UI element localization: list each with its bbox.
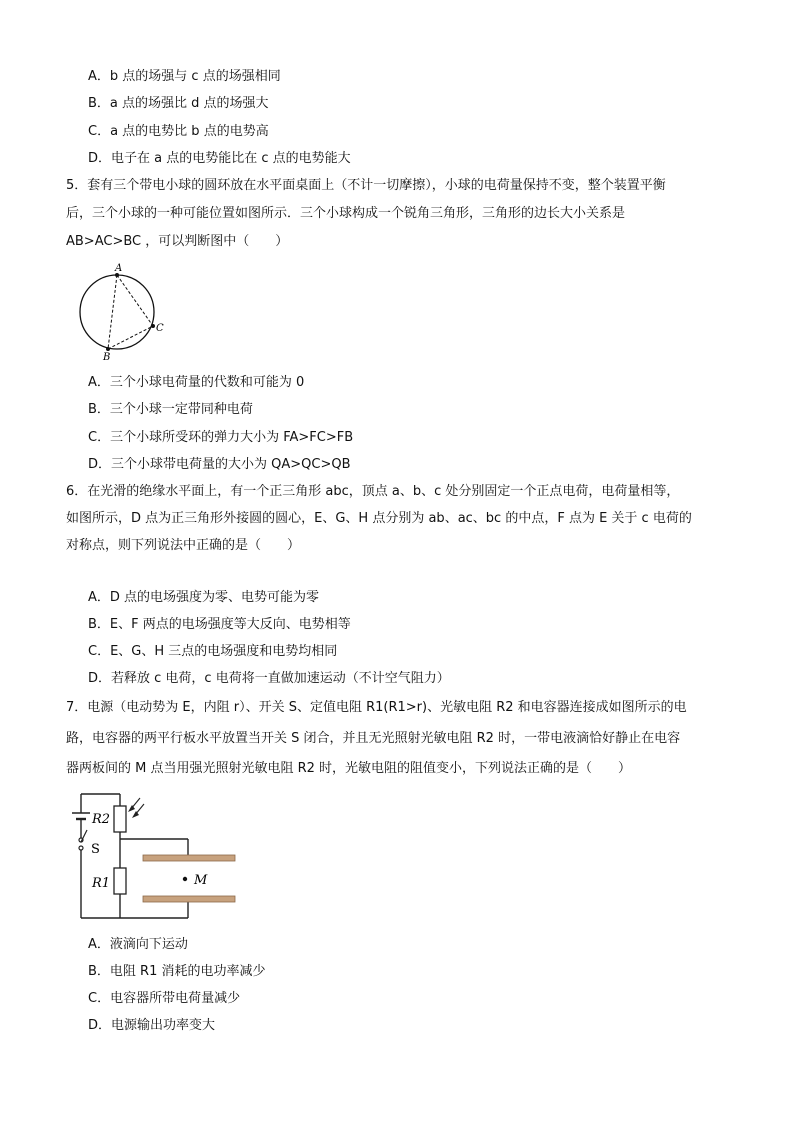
resistor-r2 [114, 806, 126, 832]
q7-stem-line-2: 路，电容器的两平行板水平放置当开关 S 闭合，并且无光照射光敏电阻 R2 时，一带电液滴恰好静止在电容 [66, 731, 681, 746]
q6-stem-line-2: 如图所示，D 点为正三角形外接圆的圆心，E、G、H 点分别为 ab、ac、bc 的中点，F 点为 E 关于 c 电荷的 [66, 511, 692, 526]
resistor-r1 [114, 868, 126, 894]
capacitor-plate-bottom [143, 896, 235, 902]
q6-option-c: C．E、G、H 三点的电场强度和电势均相同 [88, 644, 338, 659]
label-m: M [194, 873, 208, 888]
label-r2: R2 [92, 812, 111, 827]
q4-option-a: A．b 点的场强与 c 点的场强相同 [88, 69, 281, 84]
q7-option-a: A．液滴向下运动 [88, 937, 188, 952]
q5-option-c: C．三个小球所受环的弹力大小为 FA>FC>FB [88, 430, 354, 445]
q6-option-a: A．D 点的电场强度为零、电势可能为零 [88, 590, 320, 605]
switch-contact-bottom [79, 846, 83, 850]
q7-stem-line-1: 7．电源（电动势为 E，内阻 r）、开关 S、定值电阻 R1(R1>r)、光敏电阻 R2 和电容器连接成如图所示的电 [66, 700, 687, 715]
capacitor-plate-top [143, 855, 235, 861]
switch-blade [81, 830, 87, 842]
q7-option-d: D．电源输出功率变大 [88, 1018, 216, 1033]
label-b: B [103, 352, 111, 363]
q4-option-c: C．a 点的电势比 b 点的电势高 [88, 124, 269, 139]
q6-option-b: B．E、F 两点的电场强度等大反向、电势相等 [88, 617, 351, 632]
q5-option-b: B．三个小球一定带同种电荷 [88, 402, 253, 417]
q6-stem-line-3: 对称点，则下列说法中正确的是（ ） [66, 538, 301, 553]
q4-option-d: D．电子在 a 点的电势能比在 c 点的电势能大 [88, 151, 351, 166]
label-c: C [156, 323, 164, 334]
q7-circuit-figure [60, 786, 250, 926]
label-r1: R1 [92, 876, 111, 891]
label-a: A [115, 263, 123, 274]
side-ac [117, 275, 153, 326]
q4-option-b: B．a 点的场强比 d 点的场强大 [88, 96, 269, 111]
q6-option-d: D．若释放 c 电荷，c 电荷将一直做加速运动（不计空气阻力） [88, 671, 450, 686]
q5-stem-line-3: AB>AC>BC ，可以判断图中（ ） [66, 234, 289, 249]
q5-option-d: D．三个小球带电荷量的大小为 QA>QC>QB [88, 457, 351, 472]
ball-c [151, 324, 155, 328]
q7-option-b: B．电阻 R1 消耗的电功率减少 [88, 964, 266, 979]
side-bc [108, 326, 153, 349]
q5-stem-line-1: 5．套有三个带电小球的圆环放在水平面桌面上（不计一切摩擦），小球的电荷量保持不变，整个装置平衡 [66, 178, 666, 193]
side-ab [108, 275, 117, 349]
droplet-m [183, 877, 187, 881]
q7-option-c: C．电容器所带电荷量减少 [88, 991, 241, 1006]
q5-option-a: A．三个小球电荷量的代数和可能为 0 [88, 375, 305, 390]
q5-stem-line-2: 后，三个小球的一种可能位置如图所示．三个小球构成一个锐角三角形，三角形的边长大小关系是 [66, 206, 626, 221]
ball-b [106, 347, 110, 351]
q6-stem-line-1: 6．在光滑的绝缘水平面上，有一个正三角形 abc，顶点 a、b、c 处分别固定一个正点电荷，电荷量相等， [66, 484, 680, 499]
q5-ring-figure [76, 260, 172, 364]
q7-stem-line-3: 器两板间的 M 点当用强光照射光敏电阻 R2 时，光敏电阻的阻值变小，下列说法正确的是（ ） [66, 761, 632, 776]
label-s: S [91, 842, 100, 857]
